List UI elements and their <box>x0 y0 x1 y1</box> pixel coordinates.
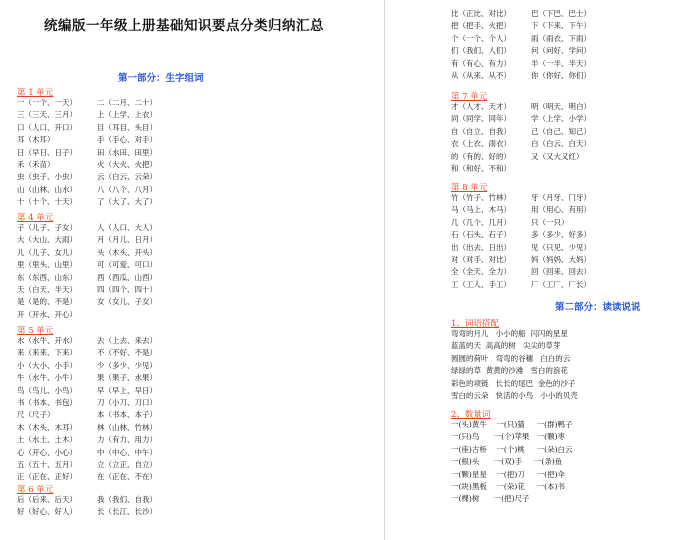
word-entry-right: 果（果子、水果） <box>97 373 157 383</box>
word-entry-right: 头（木头、开头） <box>97 247 157 257</box>
word-entry-right: 妈（妈妈、大妈） <box>531 254 591 264</box>
phrase-line: 一(根)头 一(双)手 一(条)鱼 <box>451 457 563 467</box>
phrase-line: 一(头)黄牛 一(只)猫 一(群)鸭子 <box>451 420 573 429</box>
word-entry-right: 厂（工厂、厂长） <box>531 279 591 289</box>
word-entry-right: 己（自己、知己） <box>531 126 591 136</box>
word-entry-left: 木（木头、木耳） <box>17 422 77 432</box>
word-entry-left: 全（全天、全力） <box>451 267 511 277</box>
word-entry-left: 土（水土、土木） <box>17 435 77 445</box>
phrase-line: 一(棵)树 一(把)尺子 <box>451 494 530 504</box>
word-entry-right: 问（问好、学问） <box>531 46 591 56</box>
word-entry-right: 半（一半、半天） <box>531 58 591 68</box>
word-entry-left: 马（马上、木马） <box>451 205 511 215</box>
word-entry-right: 你（你好、你们） <box>531 70 591 80</box>
word-entry-left: 来（来来、下来） <box>17 348 77 358</box>
word-entry-left: 出（出去、日出） <box>451 242 511 252</box>
part2-title: 第二部分：读读说说 <box>555 302 641 313</box>
word-entry-right: 雨（雨衣、下雨） <box>531 33 591 43</box>
word-entry-right: 去（上去、来去） <box>97 336 157 345</box>
word-entry-left: 三（三天、三月） <box>17 110 77 120</box>
word-entry-right: 林（山林、竹林） <box>97 422 157 432</box>
word-entry-left: 几（几个、几月） <box>451 217 511 227</box>
word-entry-left: 牛（水牛、小牛） <box>17 373 77 383</box>
word-entry-right: 本（书本、本子） <box>97 410 157 420</box>
word-entry-left: 的（有的、好的） <box>451 151 511 161</box>
word-entry-right: 明（明天、明白） <box>531 102 591 111</box>
word-entry-right: 云（白云、云朵） <box>97 172 157 182</box>
phrase-line: 绿绿的草 黄黄的沙滩 雪白的浪花 <box>451 366 568 376</box>
measure-word-lines <box>451 419 573 506</box>
phrase-line: 一(颗)星星 一(把)刀 一(把)伞 <box>451 469 566 479</box>
word-entry-left: 小（大小、小手） <box>17 360 77 370</box>
word-entry-left: 对（对手、对比） <box>451 254 511 264</box>
word-entry-left: 把（把手、火把） <box>451 21 511 31</box>
phrase-line: 一(只)鸟 一(个)苹果 一(颗)枣 <box>451 432 566 442</box>
word-entry-left: 竹（竹子、竹林） <box>451 193 511 202</box>
word-entry-right: 可（可爱、可口） <box>97 260 157 270</box>
word-entry-right: 中（中心、中午） <box>97 447 157 457</box>
word-entry-right: 少（多少、少见） <box>97 360 157 370</box>
unit1-title: 第 1 单元 <box>17 88 54 98</box>
word-entry-left: 鸟（鸟儿、小鸟） <box>17 385 77 395</box>
word-entry-left: 同（同学、同年） <box>451 114 511 124</box>
measure-word-heading: 2、数量词 <box>451 410 491 420</box>
word-entry-right: 又（又大又红） <box>531 151 584 161</box>
unit5-title: 第 5 单元 <box>17 326 54 336</box>
word-entry-right: 牙（月牙、门牙） <box>531 193 591 202</box>
word-entry-right: 了（大了、大了） <box>97 197 157 207</box>
word-entry-right: 目（耳目、头目） <box>97 122 157 132</box>
word-entry-left: 是（是的、不是） <box>17 297 77 307</box>
word-entry-right: 不（不好、不是） <box>97 348 157 358</box>
unit7-title: 第 7 单元 <box>451 92 488 102</box>
word-entry-right: 学（上学、小学） <box>531 114 591 124</box>
word-entry-left: 儿（儿子、女儿） <box>17 247 77 257</box>
word-entry-right: 女（女儿、子女） <box>97 297 157 307</box>
word-entry-right: 上（上学、上衣） <box>97 110 157 120</box>
word-entry-right: 火（大火、火把） <box>97 159 157 169</box>
word-entry-left: 一（一个、一天） <box>17 98 77 107</box>
word-entry-right: 在（正在、不在） <box>97 472 157 482</box>
word-entry-left: 工（工人、手工） <box>451 279 511 289</box>
phrase-line: 一(块)黑板 一(朵)花 一(本)书 <box>451 481 566 491</box>
word-entry-left: 天（白天、半天） <box>17 284 77 294</box>
word-entry-right: 长（长江、长沙） <box>97 507 157 517</box>
word-entry-left: 虫（虫子、小虫） <box>17 172 77 182</box>
word-entry-right: 田（水田、田里） <box>97 147 157 157</box>
unit8-title: 第 8 单元 <box>451 183 488 193</box>
word-entry-left: 个（一个、个人） <box>451 33 511 43</box>
word-entry-right: 手（手心、对手） <box>97 135 157 145</box>
word-entry-left: 东（东西、山东） <box>17 272 77 282</box>
collocation-heading: 1、词语搭配 <box>451 319 499 329</box>
phrase-line: 弯弯的月儿 小小的船 闪闪的星星 <box>451 329 568 338</box>
word-entry-left: 开（开水、开心） <box>17 309 77 319</box>
word-entry-right: 回（回来、回去） <box>531 267 591 277</box>
word-entry-right: 我（我们、自我） <box>97 495 157 504</box>
word-entry-left: 自（自立、自我） <box>451 126 511 136</box>
word-entry-right: 八（八个、八月） <box>97 184 157 194</box>
word-entry-left: 从（从来、从不） <box>451 70 511 80</box>
word-entry-left: 里（里头、山里） <box>17 260 77 270</box>
phrase-line: 雪白的云朵 快活的小鸟 小小的贝壳 <box>451 390 578 400</box>
word-entry-left: 衣（上衣、雨衣） <box>451 139 511 149</box>
collocation-lines <box>451 328 578 402</box>
phrase-line: 彩色的项链 长长的尾巴 金色的沙子 <box>451 378 576 388</box>
word-entry-right: 多（多少、好多） <box>531 230 591 240</box>
word-entry-left: 尺（尺子） <box>17 410 55 420</box>
word-entry-right: 早（早上、早日） <box>97 385 157 395</box>
word-entry-left: 口（人口、开口） <box>17 122 77 132</box>
word-entry-left: 日（早日、日子） <box>17 147 77 157</box>
word-entry-right: 月（月儿、日月） <box>97 235 157 245</box>
word-entry-left: 正（正在、正好） <box>17 472 77 482</box>
word-entry-right: 见（只见、少见） <box>531 242 591 252</box>
word-entry-right: 用（用心、有用） <box>531 205 591 215</box>
word-entry-right: 下（下来、下午） <box>531 21 591 31</box>
word-entry-left: 禾（禾苗） <box>17 159 55 169</box>
word-entry-left: 有（有心、有力） <box>451 58 511 68</box>
word-entry-left: 比（正比、对比） <box>451 9 511 18</box>
word-entry-right: 巴（下巴、巴士） <box>531 9 591 18</box>
word-entry-left: 水（水牛、开水） <box>17 336 77 345</box>
phrase-line: 一(座)古桥 一(个)桃 一(朵)白云 <box>451 444 573 454</box>
word-entry-left: 子（儿子、子女） <box>17 223 77 232</box>
word-entry-left: 十（十个、十天） <box>17 197 77 207</box>
word-entry-right: 四（四个、四十） <box>97 284 157 294</box>
word-entry-left: 大（大山、大雨） <box>17 235 77 245</box>
unit6-title: 第 6 单元 <box>17 485 54 495</box>
word-entry-left: 耳（木耳） <box>17 135 55 145</box>
unit4-title: 第 4 单元 <box>17 213 54 223</box>
word-entry-left: 书（书本、书包） <box>17 397 77 407</box>
word-entry-left: 好（好心、好人） <box>17 507 77 517</box>
phrase-line: 圆圆的荷叶 弯弯的谷穗 白白的云 <box>451 353 571 363</box>
page-divider <box>384 0 385 540</box>
word-entry-left: 山（山林、山水） <box>17 184 77 194</box>
word-entry-left: 才（人才、天才） <box>451 102 511 111</box>
word-entry-right: 刀（小刀、刀口） <box>97 397 157 407</box>
word-entry-right: 力（有力、用力） <box>97 435 157 445</box>
word-entry-left: 石（石头、石子） <box>451 230 511 240</box>
phrase-line: 蓝蓝的天 高高的树 尖尖的草芽 <box>451 341 561 351</box>
document-title: 统编版一年级上册基础知识要点分类归纳汇总 <box>44 18 324 34</box>
part1-title: 第一部分：生字组词 <box>118 73 204 84</box>
word-entry-left: 和（和好、不和） <box>451 163 511 173</box>
word-entry-left: 心（开心、小心） <box>17 447 77 457</box>
word-entry-right: 西（西瓜、山西） <box>97 272 157 282</box>
word-entry-right: 只（一只） <box>531 217 569 227</box>
word-entry-right: 二（二月、二十） <box>97 98 157 107</box>
word-entry-right: 人（人口、大人） <box>97 223 157 232</box>
word-entry-left: 五（五十、五月） <box>17 459 77 469</box>
word-entry-right: 立（立正、自立） <box>97 459 157 469</box>
word-entry-left: 后（后来、后天） <box>17 495 77 504</box>
word-entry-left: 们（我们、人们） <box>451 46 511 56</box>
word-entry-right: 白（白云、白天） <box>531 139 591 149</box>
